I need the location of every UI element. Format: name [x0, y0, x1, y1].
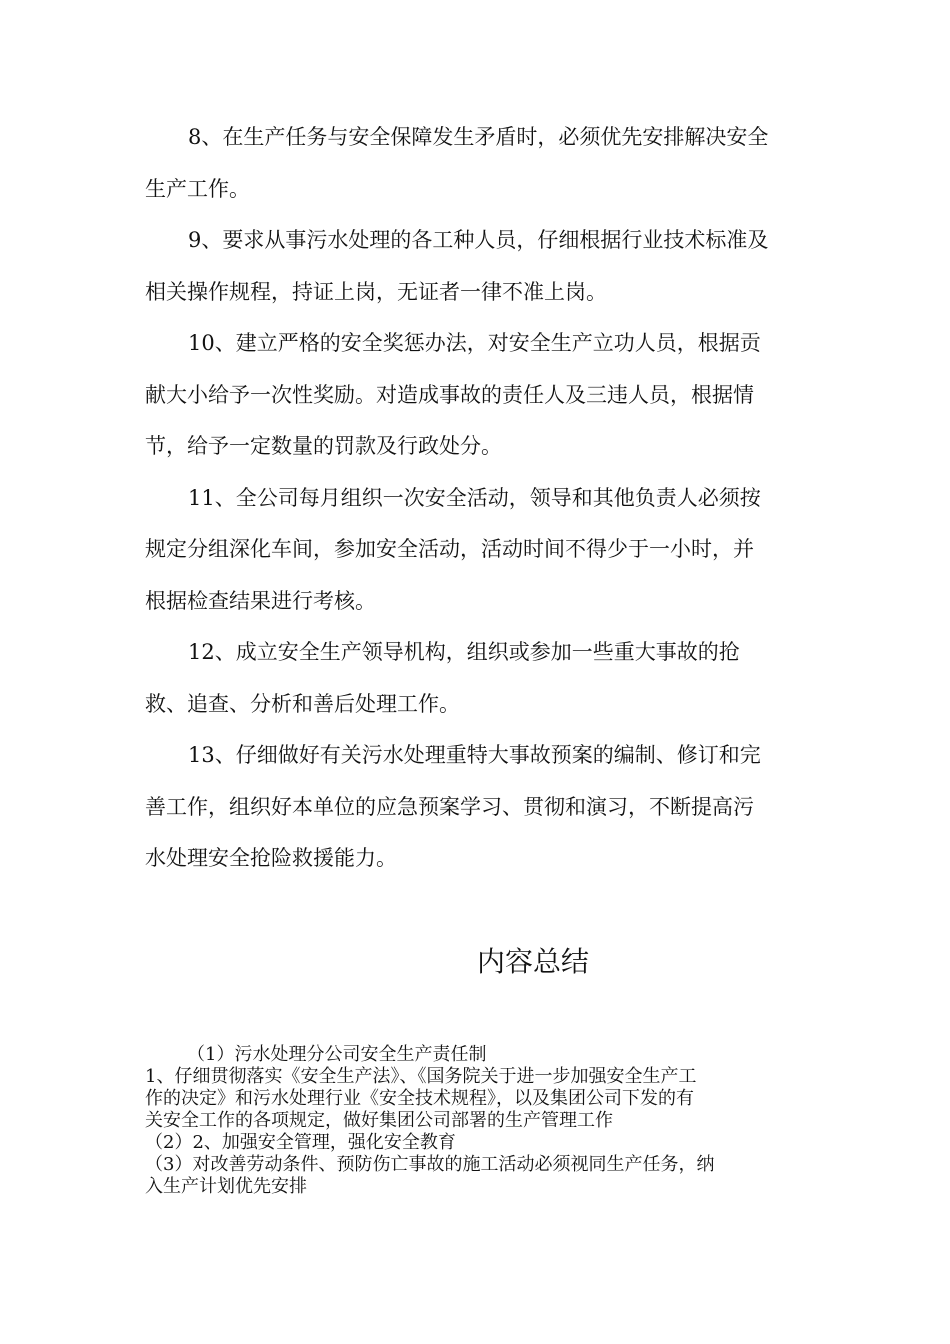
paragraph-line: 11、全公司每月组织一次安全活动，领导和其他负责人必须按 [188, 485, 761, 510]
paragraph-8 [145, 112, 809, 215]
summary-line: 入生产计划优先安排 [145, 1176, 307, 1197]
paragraph-9 [145, 215, 809, 318]
paragraph-line: 献大小给予一次性奖励。对造成事故的责任人及三违人员，根据情 [145, 382, 754, 407]
paragraph-line: 规定分组深化车间，参加安全活动，活动时间不得少于一小时，并 [145, 537, 754, 561]
paragraph-line: 救、追查、分析和善后处理工作。 [145, 691, 460, 716]
paragraph-line: 根据检查结果进行考核。 [145, 588, 376, 613]
paragraph-10 [145, 318, 809, 473]
paragraph-line: 善工作，组织好本单位的应急预案学习、贯彻和演习，不断提高污 [145, 794, 754, 819]
summary-line: （2）2、加强安全管理，强化安全教育 [145, 1132, 456, 1153]
paragraph-line: 节，给予一定数量的罚款及行政处分。 [145, 434, 502, 458]
paragraph-13 [145, 730, 809, 885]
summary-line: 作的决定》和污水处理行业《安全技术规程》，以及集团公司下发的有 [145, 1088, 694, 1109]
paragraph-12 [145, 627, 809, 730]
summary-section [145, 1044, 825, 1198]
summary-line: （3）对改善劳动条件、预防伤亡事故的施工活动必须视同生产任务，纳 [145, 1154, 715, 1175]
summary-line: 关安全工作的各项规定，做好集团公司部署的生产管理工作 [145, 1110, 613, 1131]
paragraph-line: 生产工作。 [145, 176, 250, 201]
paragraph-line: 相关操作规程，持证上岗，无证者一律不准上岗。 [145, 279, 607, 304]
paragraph-line: 9、要求从事污水处理的各工种人员，仔细根据行业技术标准及 [188, 228, 769, 252]
paragraph-line: 水处理安全抢险救援能力。 [145, 846, 397, 870]
summary-line: 1、仔细贯彻落实《安全生产法》、《国务院关于进一步加强安全生产工 [145, 1066, 697, 1087]
paragraph-11 [145, 473, 809, 628]
paragraph-line: 10、建立严格的安全奖惩办法，对安全生产立功人员，根据贡 [188, 331, 761, 355]
summary-title: 内容总结 [476, 945, 589, 978]
paragraph-line: 12、成立安全生产领导机构，组织或参加一些重大事故的抢 [188, 640, 740, 664]
paragraph-line: 13、仔细做好有关污水处理重特大事故预案的编制、修订和完 [188, 743, 761, 767]
summary-line: （1）污水处理分公司安全生产责任制 [187, 1044, 487, 1065]
paragraph-line: 8、在生产任务与安全保障发生矛盾时，必须优先安排解决安全 [188, 125, 769, 149]
document-body [145, 112, 809, 885]
